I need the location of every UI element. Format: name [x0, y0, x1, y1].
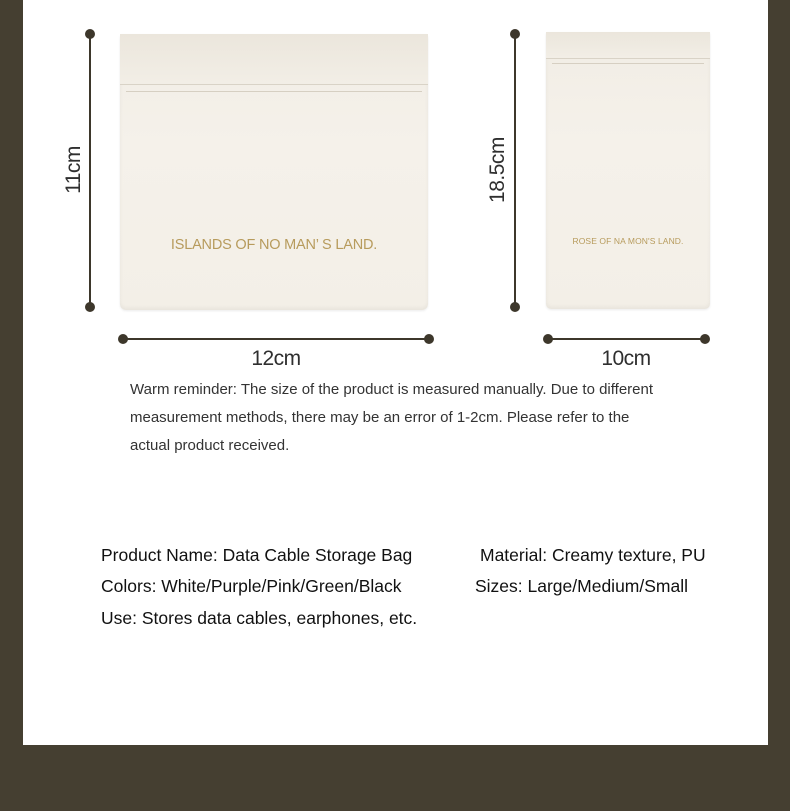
dimension-line-height-large [89, 34, 91, 307]
dimension-line-width-small [548, 338, 705, 340]
measurement-reminder [130, 376, 710, 460]
brand-text-large: ISLANDS OF NO MAN’ S LAND. [170, 237, 378, 253]
height-label-large: 11cm [62, 146, 85, 194]
small-storage-bag [546, 32, 710, 309]
spec-colors: Colors: White/Purple/Pink/Green/Black [101, 576, 402, 596]
width-label-small: 10cm [601, 347, 651, 370]
dimension-line-width-large [123, 338, 429, 340]
bag-flap [546, 32, 710, 59]
reminder-line-2: measurement methods, there may be an error of 1-2cm. Please refer to the [130, 409, 630, 426]
large-storage-bag [120, 34, 428, 310]
bottom-band [0, 745, 790, 811]
spec-sizes: Sizes: Large/Medium/Small [475, 576, 688, 596]
width-label-large: 12cm [251, 347, 301, 370]
bag-stitch [126, 91, 422, 92]
bag-stitch [552, 63, 704, 64]
spec-material: Material: Creamy texture, PU [480, 545, 706, 565]
dimension-dot-right-small [700, 334, 710, 344]
dimension-line-height-small [514, 34, 516, 307]
dimension-dot-bottom-large [85, 302, 95, 312]
brand-text-small: ROSE OF NA MON'S LAND. [572, 236, 684, 246]
spec-product-name: Product Name: Data Cable Storage Bag [101, 545, 413, 565]
dimension-dot-right-large [424, 334, 434, 344]
spec-use: Use: Stores data cables, earphones, etc. [101, 608, 418, 628]
dimension-dot-bottom-small [510, 302, 520, 312]
bag-flap [120, 34, 428, 85]
reminder-line-1: Warm reminder: The size of the product is measured manually. Due to different [130, 381, 654, 398]
reminder-line-3: actual product received. [130, 437, 290, 454]
height-label-small: 18.5cm [486, 137, 509, 203]
